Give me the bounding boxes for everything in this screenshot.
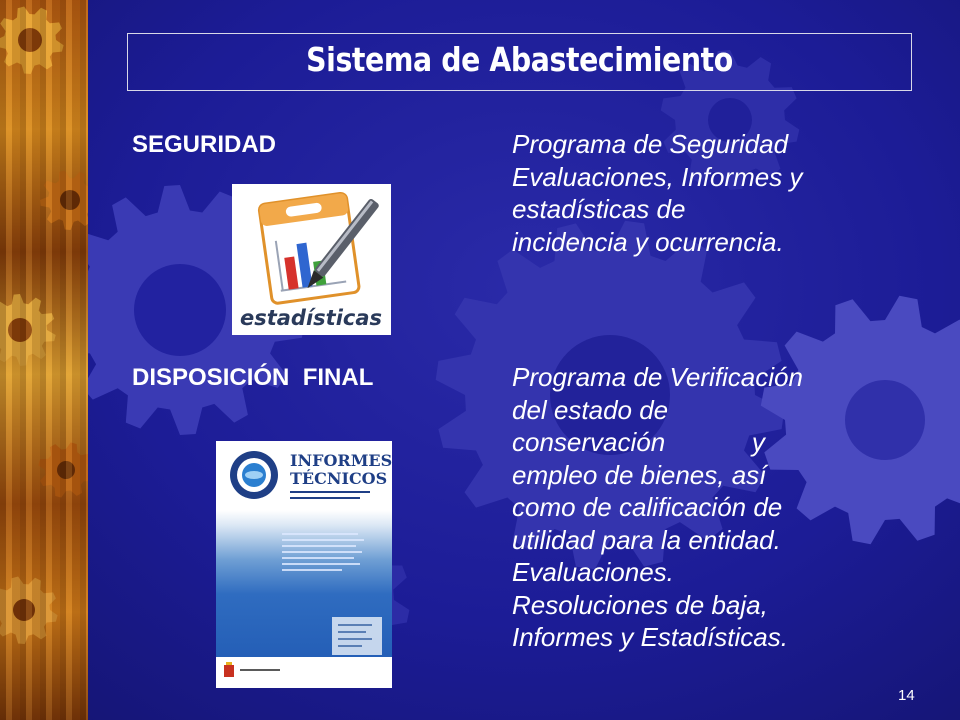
left-gear-icon (0, 294, 56, 366)
background-gear-icon-hole (134, 264, 226, 356)
background-gear-icon-hole (845, 380, 925, 460)
description-line: como de calificación de (512, 492, 783, 522)
description-line: del estado de (512, 394, 669, 425)
left-gear-icon-hole (57, 461, 75, 479)
left-gear-icon (0, 7, 64, 75)
left-strip-gears (0, 0, 88, 720)
page-number: 14 (898, 687, 915, 704)
statistics-caption: estadísticas (239, 306, 383, 330)
section-description-disposicion-final (512, 361, 803, 654)
description-line: Programa de Verificación (512, 362, 803, 392)
slide-title: Sistema de Abastecimiento (306, 40, 733, 79)
report-heading-line2: TÉCNICOS (290, 469, 388, 488)
left-gear-icon-hole (60, 190, 80, 210)
description-line: Resoluciones de baja, (512, 589, 768, 620)
description-line: estadísticas de (512, 194, 686, 224)
report-cover-illustration (216, 441, 392, 688)
left-gear-icon (0, 577, 58, 645)
description-line: conservación y (512, 427, 765, 457)
report-cover-image (216, 441, 392, 688)
description-line: empleo de bienes, así (512, 459, 767, 490)
left-gear-icon (38, 442, 88, 497)
description-line: Informes y Estadísticas. (512, 622, 788, 652)
description-line: Evaluaciones. (512, 557, 674, 587)
statistics-image (232, 184, 391, 335)
left-gear-icon-hole (13, 599, 35, 621)
description-line: Evaluaciones, Informes y (512, 161, 803, 192)
section-description-seguridad (512, 128, 802, 258)
left-gear-icon (40, 171, 88, 231)
description-line: incidencia y ocurrencia. (512, 226, 784, 257)
title-box (127, 33, 912, 91)
left-gear-icon-hole (18, 28, 42, 52)
description-line: Programa de Seguridad (512, 129, 789, 159)
statistics-chart-pencil-icon (232, 184, 391, 335)
section-label-disposicion-final: DISPOSICIÓN FINAL (132, 364, 374, 391)
description-line: utilidad para la entidad. (512, 524, 781, 555)
left-decorative-strip (0, 0, 88, 720)
left-gear-icon-hole (8, 318, 32, 342)
report-heading-line1: INFORMES (290, 451, 392, 470)
section-label-seguridad: SEGURIDAD (132, 131, 277, 158)
